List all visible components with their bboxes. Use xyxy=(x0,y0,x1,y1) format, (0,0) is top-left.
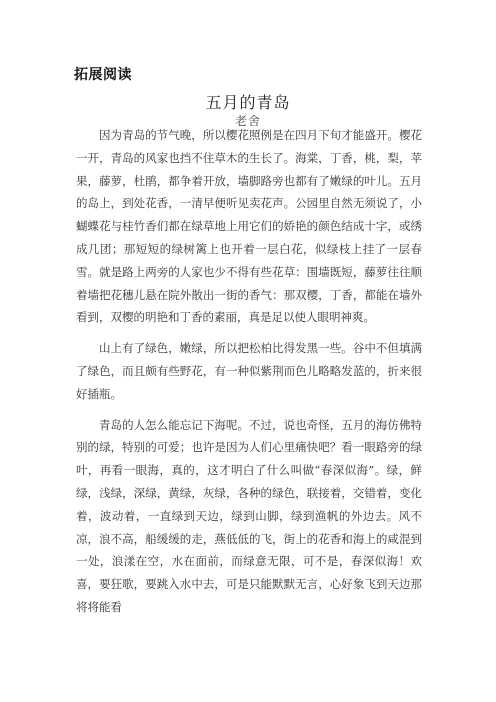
article-author: 老舍 xyxy=(234,114,261,128)
article-body xyxy=(76,124,422,619)
paragraph: 因为青岛的节气晚，所以樱花照例是在四月下旬才能盛开。樱花一开，青岛的风家也挡不住草木的生长了。海棠，丁香，桃，梨，苹果，藤萝，杜鹃，都争着开放，墙脚路旁也都有了嫩绿的叶儿。五月的岛上，到处花香，一清早便听见卖花声。公园里自然无须说了，小蝴蝶花与桂竹香们都在绿草地上用它们的娇艳的颜色结成十字，或绣成几团；那短短的绿树篱上也开着一层白花，似绿枝上挂了一层春雪。就是路上两旁的人家也少不得有些花草：围墙既短，藤萝往往顺着墙把花穗儿悬在院外散出一街的香气：那双樱，丁香，都能在墙外看到，双樱的明艳和丁香的素丽，真是足以使人眼明神爽。 xyxy=(76,128,422,325)
section-label: 拓展阅读 xyxy=(74,67,132,83)
paragraph: 青岛的人怎么能忘记下海呢。不过，说也奇怪，五月的海仿佛特别的绿，特别的可爱；也许是因为人们心里痛快吧？看一眼路旁的绿叶，再看一眼海，真的，这才明白了什么叫做“春深似海”。绿，鲜绿，浅绿，深绿，黄绿，灰绿，各种的绿色，联接着，交错着，变化着，波动着，一直绿到天边，绿到山脚，绿到渔帆的外边去。风不凉，浪不高，船缓缓的走，燕低低的飞，街上的花香和海上的咸混到一处，浪漾在空，水在面前，而绿意无限，可不是，春深似海！欢喜，要狂歌，要跳入水中去，可是只能默默无言，心好象飞到天边那将将能看 xyxy=(76,417,422,614)
paragraph: 山上有了绿色，嫩绿，所以把松柏比得发黑一些。谷中不但填满了绿色，而且颇有些野花，有一种似紫荆而色儿略略发蓝的，折来很好插瓶。 xyxy=(76,341,422,401)
article-title: 五月的青岛 xyxy=(205,93,291,112)
